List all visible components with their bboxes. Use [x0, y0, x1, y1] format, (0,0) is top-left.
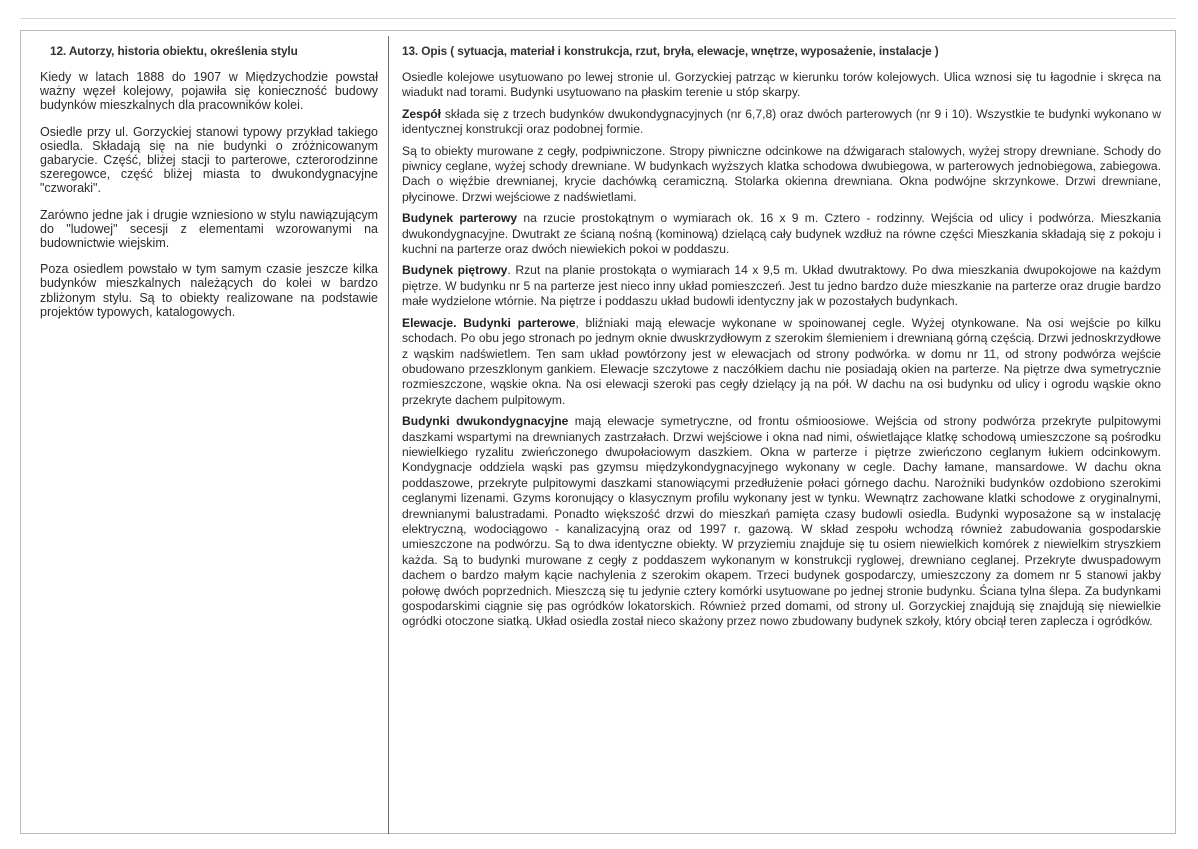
section-12-paragraph: Poza osiedlem powstało w tym samym czasie jeszcze kilka budynków mieszkalnych należących do kolei w bardzo zbliżonym stylu. Są to obiekty realizowane na podstawie projektów typowych, katalogowych. [40, 262, 378, 319]
section-13-paragraph [402, 316, 1161, 408]
paragraph-lead: Elewacje. Budynki parterowe [402, 315, 576, 330]
paragraph-lead: Budynki dwukondygnacyjne [402, 414, 569, 429]
section-12-paragraph: Kiedy w latach 1888 do 1907 w Międzychodzie powstał ważny węzeł kolejowy, pojawiła się konieczność budowy budynków mieszkalnych dla pracowników kolei. [40, 70, 378, 113]
section-12-paragraph: Osiedle przy ul. Gorzyckiej stanowi typowy przykład takiego osiedla. Składają się na nie budynki o zróżnicowanym gabarycie. Część, bliżej stacji to parterowe, czterorodzinne szeregowce, część bliżej miasta to dwukondygnacyjne "czworaki". [40, 124, 378, 196]
paragraph-lead: Budynek piętrowy [402, 263, 508, 278]
paragraph-text: składa się z trzech budynków dwukondygnacyjnych (nr 6,7,8) oraz dwóch parterowych (nr 9 i 10). Wszystkie te budynki wykonano w identycznej konstrukcji oraz podobnej formie. [402, 106, 1161, 137]
top-rule [20, 18, 1176, 19]
paragraph-text: . Rzut na planie prostokąta o wymiarach 14 x 9,5 m. Układ dwutraktowy. Po dwa mieszkania dwupokojowe na każdym piętrze. W budynku nr 5 na parterze jest nieco inny układ pomieszczeń. Jest tu jedno bardzo duże mieszkanie na parterze oraz drugie bardzo małe wydzielone wtórnie. Na piętrze i poddaszu układ budowli identyczny jak w pozostałych budynkach. [402, 263, 1161, 309]
paragraph-text: Są to obiekty murowane z cegły, podpiwniczone. Stropy piwniczne odcinkowe na dźwigarach stalowych, wyżej stropy drewniane. Schody do piwnicy ceglane, wyżej schody drewniane. W budynkach wyższych klatka schodowa dwubiegowa, w parterowych jednobiegowa, zabiegowa. Dach o więźbie drewnianej, krycie dachówką ceramiczną. Stolarka okienna drewniana. Okna podwójne skrzynkowe. Drzwi drewniane, płycinowe. Drzwi wejściowe z nadświetlami. [402, 143, 1161, 204]
section-12-paragraph: Zarówno jedne jak i drugie wzniesiono w stylu nawiązującym do "ludowej" secesji z elementami wzorowanymi na budownictwie wiejskim. [40, 207, 378, 251]
section-13-heading: 13. Opis ( sytuacja, materiał i konstrukcja, rzut, bryła, elewacje, wnętrze, wyposażenie, instalacje ) [402, 44, 939, 58]
section-13-paragraph [402, 70, 1161, 101]
paragraph-lead: Zespół [402, 106, 441, 121]
paragraph-text: mają elewacje symetryczne, od frontu ośmioosiowe. Wejścia od strony podwórza przekryte pulpitowymi daszkami wspartymi na drewnianych zastrzałach. Drzwi wejściowe i okna nad nimi, oświetlające klatkę schodową umieszczone są pośrodku niewielkiego ryzalitu zwieńczonego dwupołaciowym daszkiem. Okna w parterze i piętrze zwieńczono ceglanym łukiem odcinkowym. Kondygnacje oddziela wąski pas gzymsu międzykondygnacyjnego wykonany w cegle. Dachy łamane, mansardowe. W dachu okna poddaszowe, przekryte pulpitowymi daszkami stanowiącymi przedłużenie połaci górnego dachu. Narożniki budynków ozdobiono szerokimi ceglanymi lizenami. Gzyms koronujący o klasycznym profilu wykonany jest w tynku. Wewnątrz zachowane klatki schodowe z oryginalnymi, drewnianymi balustradami. Ponadto większość drzwi do mieszkań pamięta czasy budowli osiedla. Budynki wyposażone są w instalację elektryczną, wodociągowo - kanalizacyjną oraz od 1997 r. gazową. W skład zespołu wchodzą również zabudowania gospodarskie umieszczone na podwórzu. Są to dwa identyczne obiekty. W przyziemiu znajduje się tu osiem niewielkich komórek z niewielkim stryszkiem każda. Są to budynki murowane z cegły z poddaszem wykonanym w konstrukcji ryglowej, drewniano ceglanej. Przekryte dwuspadowym dachem o bardzo małym kącie nachylenia z szerokim okapem. Trzeci budynek gospodarczy, umieszczony za domem nr 5 stanowi jakby połowę dwóch poprzednich. Mieszczą się tu jedynie cztery komórki usytuowane po jednej stronie budynku. Ściana tylna ślepa. Za budynkami gospodarskimi ciągnie się pas ogródków lokatorskich. Również przed domami, od strony ul. Gorzyckiej znajdują się znajdują się niewielkie ogródki otoczone siatką. Układ osiedla został nieco skażony przez nowo zbudowany budynek szkoły, który obciął teren zaplecza i ogródków. [402, 414, 1161, 629]
section-12-heading: 12. Autorzy, historia obiektu, określenia stylu [50, 44, 298, 58]
section-13-paragraph [402, 144, 1161, 206]
section-13-paragraph [402, 107, 1161, 138]
section-13-paragraph [402, 211, 1161, 257]
paragraph-text: Osiedle kolejowe usytuowano po lewej stronie ul. Gorzyckiej patrząc w kierunku torów kolejowych. Ulica wznosi się tu łagodnie i skręca na wiadukt nad torami. Budynki usytuowano na płaskim terenie u stóp skarpy. [402, 70, 1161, 100]
section-13-paragraph [402, 263, 1161, 309]
section-13 [402, 44, 1161, 636]
paragraph-text: na rzucie prostokątnym o wymiarach ok. 16 x 9 m. Cztero - rodzinny. Wejścia od ulicy i podwórza. Mieszkania dwukondygnacyjne. Dwutrakt ze ścianą nośną (kominową) dzielącą cały budynek wzdłuż na równe części Mieszkania składają się z pokoju i kuchni na parterze oraz dwóch niewiekich pokoi w poddaszu. [402, 211, 1162, 257]
section-13-paragraph [402, 414, 1161, 630]
paragraph-text: , bliźniaki mają elewacje wykonane w spoinowanej cegle. Wyżej otynkowane. Na osi wejście po kilku schodach. Po obu jego stronach po jednym oknie dwuskrzydłowym z szerokim ślemieniem i drewnianą górną częścią. Drzwi jednoskrzydłowe z wąskim nadświetlem. Ten sam układ powtórzony jest w elewacjach od strony podwórka. w domu nr 11, od strony podwórza wejście obudowano przeszklonym gankiem. Elewacje szczytowe z naczółkiem dachu nie posiadają okien na parterze. Na piętrze dwa symetrycznie rozmieszczone, wąskie okna. Na osi elewacji szeroki pas cegły dzielący ją na pół. W dachu na osi budynku od ulicy i ogrodu wąskie okno przekryte dachem pulpitowym. [402, 315, 1161, 407]
paragraph-lead: Budynek parterowy [402, 211, 518, 226]
section-12 [40, 44, 378, 331]
column-divider [388, 36, 389, 834]
